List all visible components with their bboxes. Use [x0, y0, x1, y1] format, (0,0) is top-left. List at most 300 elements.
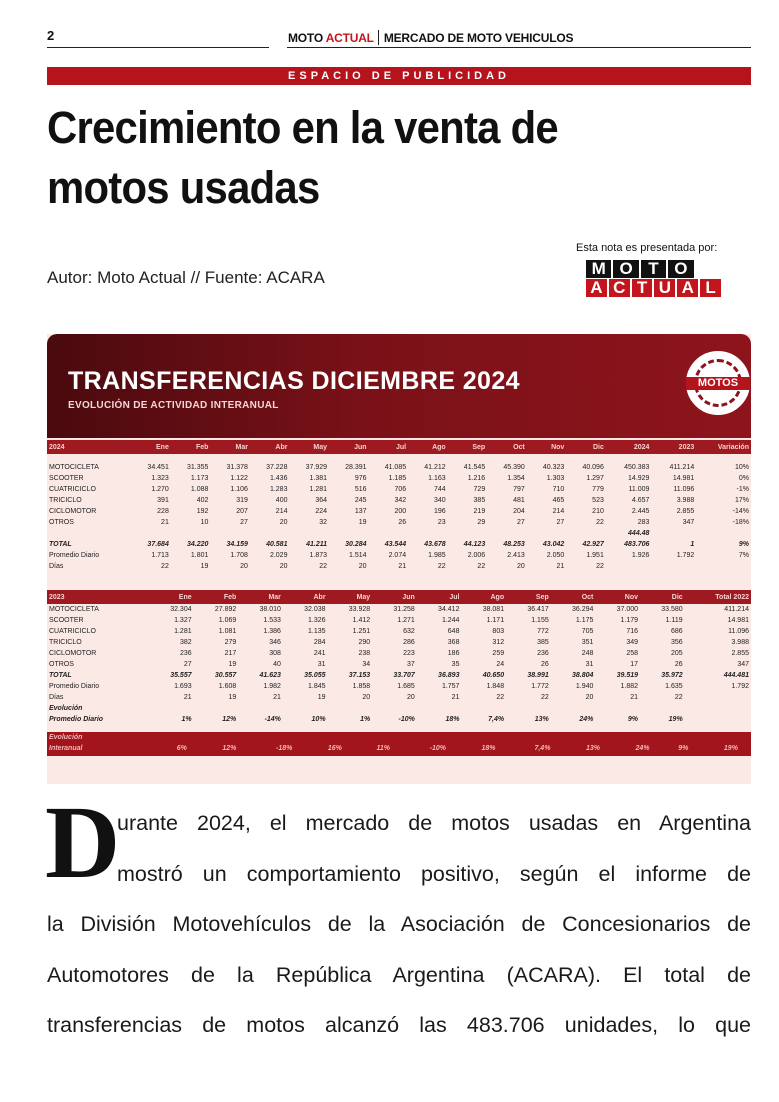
table-cell: Promedio Diario — [49, 552, 100, 559]
table-cell: 0% — [738, 475, 749, 482]
table-header-row — [47, 440, 751, 454]
table-cell: 41.211 — [306, 541, 328, 548]
table-cell: Nov — [595, 590, 640, 604]
table-cell: Dic — [566, 440, 606, 454]
table-cell: 34.451 — [147, 464, 169, 471]
table-cell: 9% — [678, 745, 689, 752]
table-cell: 1.985 — [428, 552, 446, 559]
table-cell: 29 — [477, 519, 486, 526]
table-cell — [131, 528, 171, 539]
table-cell: 1.281 — [309, 486, 328, 493]
table-cell: 20 — [279, 519, 288, 526]
table-cell: 19 — [358, 519, 367, 526]
table-cell: 21 — [161, 519, 169, 526]
table-cell: Ago — [408, 440, 448, 454]
table-cell: 356 — [670, 639, 683, 646]
table-cell: 10% — [734, 464, 749, 471]
table-cell — [651, 561, 696, 572]
table-cell: 1.926 — [631, 552, 650, 559]
table-cell — [606, 454, 652, 462]
table-cell: 219 — [473, 508, 486, 515]
table-row — [47, 648, 751, 659]
table-cell — [392, 732, 448, 743]
table-cell: 1.381 — [309, 475, 328, 482]
table-cell — [696, 561, 751, 572]
table-cell: 19 — [200, 563, 209, 570]
table-cell: 11.009 — [628, 486, 650, 493]
table-cell: 290 — [358, 639, 371, 646]
table-cell: 33.707 — [393, 672, 415, 679]
table-cell: 44.123 — [463, 541, 486, 548]
table-cell: 14.981 — [727, 617, 749, 624]
logo-row-top — [586, 260, 721, 278]
table-cell: Promedio Diario — [49, 716, 104, 723]
logo-letter: T — [632, 279, 653, 297]
table-cell — [448, 454, 488, 462]
logo-letter: T — [641, 260, 666, 278]
table-cell: Sep — [506, 590, 551, 604]
table-cell: 38.081 — [482, 606, 505, 613]
table-cell: 1.845 — [308, 683, 326, 690]
logo-letter: L — [700, 279, 721, 297]
table-cell — [640, 703, 685, 714]
table-cell: 22 — [596, 519, 604, 526]
table-cell: 1.772 — [531, 683, 549, 690]
table-cell: 40 — [273, 661, 281, 668]
table-cell — [238, 732, 294, 743]
masthead-divider — [378, 30, 379, 45]
table-cell: 42.927 — [582, 541, 604, 548]
table-cell: 18% — [481, 745, 496, 752]
table-cell — [194, 703, 239, 714]
table-cell: 37.153 — [348, 672, 371, 679]
table-cell: 648 — [447, 628, 460, 635]
table-cell: 20 — [358, 563, 367, 570]
table-cell: 1.281 — [174, 628, 192, 635]
table-cell: 1.297 — [586, 475, 604, 482]
table-cell: 7,4% — [534, 745, 551, 752]
table-cell: 33.580 — [661, 606, 683, 613]
evolucion-row — [47, 714, 751, 725]
table-cell: 346 — [269, 639, 281, 646]
table-cell: 37.929 — [305, 464, 328, 471]
table-cell: 319 — [236, 497, 248, 504]
table-cell: 1.940 — [575, 683, 594, 690]
table-cell: Sep — [448, 440, 488, 454]
table-cell: 705 — [581, 628, 594, 635]
table-cell: 481 — [513, 497, 525, 504]
table-cell: 34.220 — [186, 541, 209, 548]
table-cell: 41.212 — [424, 464, 446, 471]
table-cell: 40.650 — [482, 672, 505, 679]
table-cell — [685, 692, 751, 703]
table-cell — [289, 528, 329, 539]
table-cell — [461, 703, 506, 714]
table-cell: 2.029 — [269, 552, 288, 559]
table-cell: 22 — [596, 563, 604, 570]
table-cell: 1.533 — [263, 617, 281, 624]
table-cell: 686 — [670, 628, 683, 635]
table-cell: 31.355 — [186, 464, 209, 471]
table-cell: 1.327 — [174, 617, 192, 624]
table-cell: 976 — [354, 475, 367, 482]
table-cell: OTROS — [49, 519, 74, 526]
table-cell: 36.893 — [438, 672, 460, 679]
table-cell: Promedio Diario — [49, 683, 100, 690]
table-cell: 27 — [240, 519, 248, 526]
table-cell: 3.988 — [731, 639, 749, 646]
table-cell — [171, 528, 211, 539]
table-cell: 37 — [407, 661, 415, 668]
table-cell: 43.678 — [424, 541, 446, 548]
table-cell — [602, 732, 652, 743]
table-cell: 236 — [537, 650, 549, 657]
header-rule-right — [287, 47, 751, 48]
table-cell: 2.050 — [546, 552, 565, 559]
table-cell: 279 — [224, 639, 237, 646]
table-cell — [448, 528, 488, 539]
table-cell: 706 — [394, 486, 407, 493]
table-cell — [283, 703, 328, 714]
paragraph-line: mostró un comportamiento positivo, según el informe de — [117, 861, 751, 886]
table-cell: 286 — [403, 639, 415, 646]
table-cell: 35.557 — [170, 672, 192, 679]
table-row — [47, 637, 751, 648]
table-cell — [210, 528, 250, 539]
table-cell: TRICICLO — [49, 639, 82, 646]
table-cell: 204 — [513, 508, 525, 515]
table-cell: 632 — [403, 628, 415, 635]
headline-line-2: motos usadas — [47, 162, 320, 213]
table-cell: Jul — [417, 590, 462, 604]
table-cell: 772 — [537, 628, 549, 635]
table-cell: 2.445 — [631, 508, 650, 515]
table-cell: 342 — [394, 497, 407, 504]
table-cell: 228 — [157, 508, 169, 515]
table-cell — [189, 732, 239, 743]
table-cell: 340 — [433, 497, 446, 504]
table-row — [47, 473, 751, 484]
table-cell — [487, 528, 527, 539]
table-cell: 1.163 — [428, 475, 446, 482]
table-row — [47, 517, 751, 528]
table-cell: 258 — [626, 650, 639, 657]
table-cell: 238 — [358, 650, 371, 657]
table-cell: Ago — [461, 590, 506, 604]
table-cell: 22 — [477, 563, 486, 570]
table-cell: 1.122 — [230, 475, 248, 482]
table-cell: 48.253 — [503, 541, 525, 548]
table-cell: 347 — [737, 661, 749, 668]
figure-banner — [47, 334, 751, 438]
paragraph-line: Automotores de la República Argentina (ACARA). El total de — [47, 962, 751, 987]
evolucion-interanual-label-row — [47, 732, 751, 743]
table-cell: 1.982 — [263, 683, 281, 690]
table-cell: 382 — [179, 639, 192, 646]
table-cell — [417, 703, 462, 714]
table-2024 — [47, 440, 751, 572]
table-cell — [289, 454, 329, 462]
table-cell: 2023 — [651, 440, 696, 454]
table-cell: 312 — [492, 639, 505, 646]
table-cell: 450.383 — [624, 464, 650, 471]
table-cell: 11% — [376, 745, 391, 752]
table-cell: 385 — [537, 639, 549, 646]
table-cell — [369, 528, 409, 539]
table-row — [47, 506, 751, 517]
table-cell: 1.713 — [151, 552, 169, 559]
table-cell: 24% — [635, 745, 650, 752]
table-cell — [250, 454, 290, 462]
table-cell — [527, 528, 567, 539]
table-cell: 24% — [579, 716, 594, 723]
table-cell: 797 — [513, 486, 525, 493]
table-cell: 1.792 — [731, 683, 749, 690]
table-cell: 41.545 — [463, 464, 486, 471]
table-cell: 1.326 — [308, 617, 326, 624]
table-row — [47, 659, 751, 670]
table-cell: 19% — [668, 716, 683, 723]
table-cell — [171, 454, 211, 462]
table-cell: 13% — [585, 745, 600, 752]
section-title: MERCADO DE MOTO VEHICULOS — [383, 31, 574, 45]
table-cell: Abr — [250, 440, 290, 454]
headline — [47, 98, 679, 218]
table-cell: 40.323 — [542, 464, 565, 471]
table-cell: 10% — [311, 716, 326, 723]
table-cell: 35 — [451, 661, 460, 668]
table-cell: 1.693 — [174, 683, 192, 690]
table-cell: 27 — [556, 519, 565, 526]
table-cell: 31.258 — [393, 606, 415, 613]
table-cell: 4.657 — [631, 497, 650, 504]
table-cell: -10% — [429, 745, 446, 752]
table-cell: Evolución — [49, 734, 83, 741]
table-cell: Feb — [171, 440, 211, 454]
table-cell: 38.991 — [527, 672, 549, 679]
table-cell: Jul — [369, 440, 409, 454]
table-cell: TRICICLO — [49, 497, 82, 504]
table-cell: Interanual — [49, 745, 83, 752]
table-cell: Ene — [131, 440, 171, 454]
table-cell: 400 — [275, 497, 288, 504]
total-row — [47, 539, 751, 550]
table-cell — [47, 528, 131, 539]
table-cell: 31.378 — [226, 464, 248, 471]
table-cell — [498, 732, 553, 743]
table-cell: 1 — [690, 541, 695, 548]
table-cell: Jun — [329, 440, 369, 454]
table-cell — [527, 454, 567, 462]
table-cell: 210 — [592, 508, 604, 515]
table-cell: 1.185 — [388, 475, 407, 482]
table-cell: 1.173 — [190, 475, 209, 482]
table-cell: 1.303 — [546, 475, 565, 482]
table-cell: 223 — [403, 650, 415, 657]
table-cell: 196 — [433, 508, 446, 515]
table-cell — [372, 703, 417, 714]
table-cell: 9% — [738, 541, 749, 548]
logo-letter: A — [586, 279, 607, 297]
ad-band: ESPACIO DE PUBLICIDAD — [47, 67, 751, 85]
table-cell: 13% — [534, 716, 549, 723]
table-cell: 43.042 — [542, 541, 565, 548]
table-cell: 37.228 — [266, 464, 288, 471]
table-cell: 368 — [447, 639, 460, 646]
table-cell: 1.436 — [269, 475, 288, 482]
table-cell: SCOOTER — [49, 475, 84, 482]
table-cell: 1.951 — [586, 552, 604, 559]
table-cell: Total 2022 — [685, 590, 751, 604]
logo-row-bottom — [586, 279, 721, 297]
table-cell — [651, 454, 696, 462]
table-cell: 1.354 — [507, 475, 525, 482]
table-cell: 34.159 — [226, 541, 248, 548]
table-cell: Feb — [194, 590, 239, 604]
table-cell — [250, 528, 290, 539]
badge-text: MOTOS — [686, 377, 750, 390]
table-cell: 347 — [682, 519, 695, 526]
table-cell: 716 — [626, 628, 639, 635]
headline-line-1: Crecimiento en la venta de — [47, 102, 558, 153]
table-cell: 14.929 — [628, 475, 650, 482]
table-cell: 31 — [585, 661, 594, 668]
evolucion-label-row — [47, 703, 751, 714]
table-header-row — [47, 590, 751, 604]
table-cell: 22 — [540, 694, 549, 701]
table-cell: CUATRICICLO — [49, 486, 96, 493]
table-cell — [238, 703, 283, 714]
logo-letter: M — [586, 260, 611, 278]
brand-moto: MOTO — [288, 31, 323, 45]
table-cell — [131, 454, 171, 462]
table-cell — [566, 528, 606, 539]
table-cell: 30.284 — [345, 541, 367, 548]
table-cell — [149, 703, 194, 714]
table-cell: 11.096 — [728, 628, 749, 635]
table-cell: CUATRICICLO — [49, 628, 96, 635]
table-cell: SCOOTER — [49, 617, 84, 624]
table-cell: 20 — [240, 563, 248, 570]
table-cell: 744 — [433, 486, 446, 493]
table-cell: 465 — [552, 497, 565, 504]
table-cell: Ene — [149, 590, 194, 604]
table-cell: 23 — [437, 519, 446, 526]
table-cell — [652, 732, 691, 743]
table-cell: 34 — [362, 661, 371, 668]
table-cell: 2.074 — [388, 552, 407, 559]
table-2023 — [47, 590, 751, 725]
table-cell: 35.055 — [304, 672, 326, 679]
table-cell: 444.48 — [628, 530, 650, 537]
table-cell: 803 — [492, 628, 505, 635]
table-cell: 38.804 — [571, 672, 594, 679]
table-cell: 411.214 — [724, 606, 749, 613]
table-cell: 1.155 — [531, 617, 549, 624]
table-cell: 1.271 — [397, 617, 415, 624]
table-cell: 259 — [492, 650, 505, 657]
table-cell — [696, 454, 751, 462]
table-cell — [651, 528, 696, 539]
paragraph-line: transferencias de motos alcanzó las 483.706 unidades, lo que — [47, 1013, 751, 1037]
table-cell: 28.391 — [345, 464, 367, 471]
table-cell: 1.386 — [263, 628, 281, 635]
table-cell — [685, 714, 751, 725]
table-cell: 1.685 — [397, 683, 415, 690]
table-cell: 38.010 — [259, 606, 281, 613]
table-cell: Mar — [210, 440, 250, 454]
table-cell: 1.216 — [467, 475, 486, 482]
total-row — [47, 670, 751, 681]
table-cell: 32.038 — [304, 606, 326, 613]
table-cell: 2024 — [47, 440, 131, 454]
table-cell: 39.519 — [616, 672, 639, 679]
table-cell: 364 — [315, 497, 328, 504]
table-cell — [408, 528, 448, 539]
transfer-table-figure — [47, 334, 751, 784]
table-cell: -14% — [264, 716, 281, 723]
motos-badge-icon — [683, 348, 751, 418]
table-cell: Evolución — [49, 705, 83, 712]
table-cell: 2023 — [47, 590, 149, 604]
table-cell: 12% — [222, 716, 237, 723]
sponsor-label: Esta nota es presentada por: — [576, 242, 718, 254]
table-cell: 1.270 — [151, 486, 169, 493]
table-cell: 1.757 — [441, 683, 460, 690]
table-cell: 3.988 — [676, 497, 695, 504]
table-cell: 43.544 — [384, 541, 407, 548]
table-cell — [448, 732, 498, 743]
table-cell: 6% — [176, 745, 187, 752]
masthead — [288, 30, 573, 45]
table-cell: 19% — [723, 745, 738, 752]
table-cell: 205 — [670, 650, 683, 657]
table-cell: 41.085 — [384, 464, 407, 471]
table-cell: 207 — [236, 508, 248, 515]
table-cell: 32.304 — [170, 606, 192, 613]
table-cell — [47, 454, 131, 462]
table-cell: 27.892 — [214, 606, 237, 613]
table-cell: 137 — [354, 508, 367, 515]
promedio-row — [47, 681, 751, 692]
table-cell: 40.581 — [266, 541, 288, 548]
table-cell: 20 — [407, 694, 415, 701]
paragraph-line: urante 2024, el mercado de motos usadas en Argentina — [117, 811, 751, 835]
table-cell: 1.412 — [352, 617, 371, 624]
table-cell: 36.294 — [571, 606, 594, 613]
table-cell: 22 — [496, 694, 505, 701]
table-cell — [329, 454, 369, 462]
table-cell: 245 — [354, 497, 367, 504]
table-cell — [552, 732, 602, 743]
table-cell: 18% — [445, 716, 460, 723]
table-cell: 1.069 — [218, 617, 237, 624]
brand-actual: ACTUAL — [325, 31, 374, 45]
table-cell: 34.412 — [438, 606, 460, 613]
table-cell: 19 — [228, 694, 237, 701]
table-cell: 37.684 — [147, 541, 169, 548]
table-cell: 20 — [585, 694, 594, 701]
header-rule-left — [47, 47, 269, 48]
table-cell: 516 — [354, 486, 367, 493]
table-cell: 1.088 — [190, 486, 209, 493]
table-cell: 11.096 — [673, 486, 695, 493]
table-cell: 1.323 — [151, 475, 169, 482]
table-cell: 21 — [398, 563, 407, 570]
table-cell — [566, 454, 606, 462]
table-cell: 385 — [473, 497, 486, 504]
table-cell: 27 — [516, 519, 525, 526]
